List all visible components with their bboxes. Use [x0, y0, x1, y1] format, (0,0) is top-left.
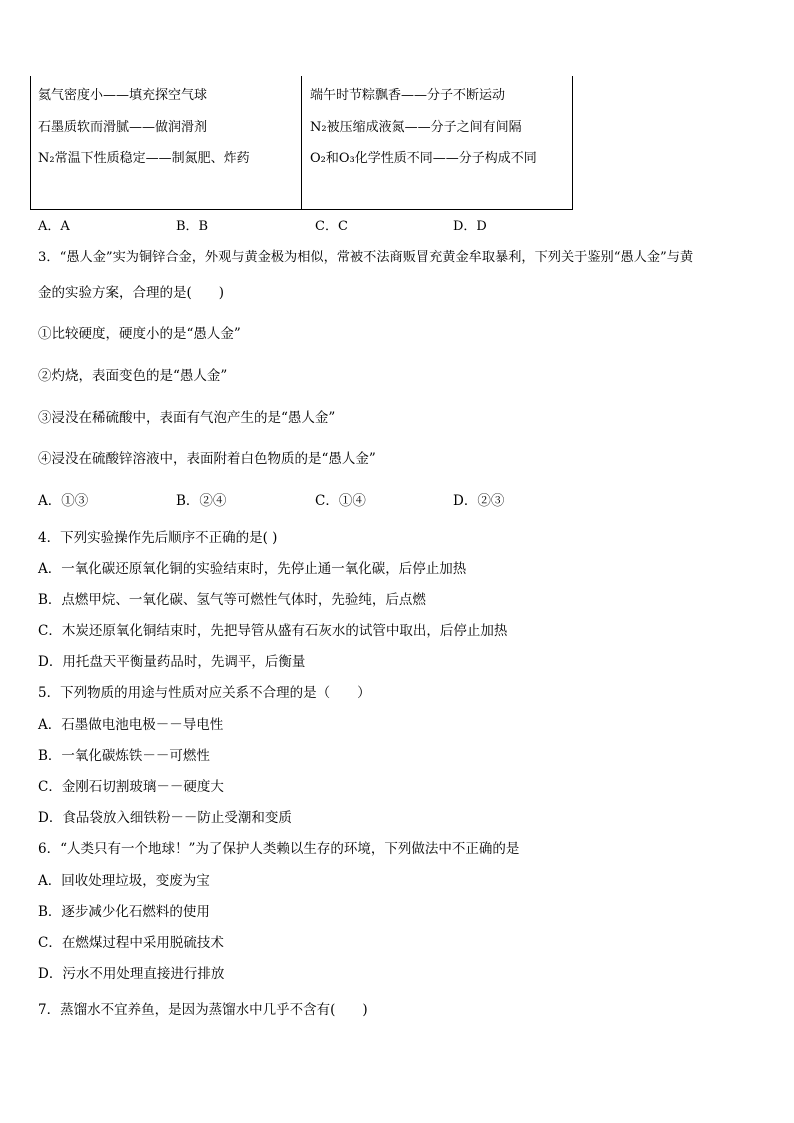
q5-option-c: C．金刚石切割玻璃－－硬度大 [38, 779, 224, 795]
q6-option-d: D．污水不用处理直接进行排放 [38, 966, 225, 982]
table-bottom-border [30, 209, 573, 210]
q3-option-a: A．①③ [38, 493, 89, 509]
q3-stem-line2: 金的实验方案，合理的是( ) [38, 285, 225, 301]
table-left-cell-2: 石墨质软而滑腻——做润滑剂 [38, 120, 208, 135]
q5-stem: 5．下列物质的用途与性质对应关系不合理的是（ ） [38, 685, 371, 701]
statement-table [30, 76, 573, 210]
table-left-cell-3: N₂常温下性质稳定——制氮肥、炸药 [38, 151, 250, 166]
q6-option-a: A．回收处理垃圾，变废为宝 [38, 873, 210, 889]
table-right-cell-2: N₂被压缩成液氮——分子之间有间隔 [310, 120, 522, 135]
q6-option-b: B．逐步减少化石燃料的使用 [38, 904, 210, 920]
table-left-cell-1: 氦气密度小——填充探空气球 [38, 88, 208, 103]
q3-option-b: B．②④ [176, 493, 227, 509]
table-right-border [572, 76, 573, 210]
q4-option-b: B．点燃甲烷、一氧化碳、氢气等可燃性气体时，先验纯，后点燃 [38, 592, 426, 608]
q4-option-c: C．木炭还原氧化铜结束时，先把导管从盛有石灰水的试管中取出，后停止加热 [38, 623, 508, 639]
q2-option-a: A．A [38, 219, 70, 234]
table-right-cell-1: 端午时节粽飘香——分子不断运动 [310, 88, 506, 103]
q7-stem: 7．蒸馏水不宜养鱼，是因为蒸馏水中几乎不含有( ) [38, 1002, 368, 1018]
q3-item-1: ①比较硬度，硬度小的是“愚人金” [38, 326, 241, 342]
q3-item-4: ④浸没在硫酸锌溶液中，表面附着白色物质的是“愚人金” [38, 451, 376, 467]
q6-stem: 6．“人类只有一个地球！”为了保护人类赖以生存的环境，下列做法中不正确的是 [38, 841, 520, 857]
q2-option-b: B．B [176, 219, 209, 234]
q2-option-d: D．D [453, 219, 487, 234]
table-right-cell-3: O₂和O₃化学性质不同——分子构成不同 [310, 151, 537, 166]
q5-option-a: A．石墨做电池电极－－导电性 [38, 717, 224, 733]
q3-item-3: ③浸没在稀硫酸中，表面有气泡产生的是“愚人金” [38, 410, 336, 426]
q4-option-d: D．用托盘天平衡量药品时，先调平，后衡量 [38, 654, 306, 670]
table-left-border [30, 76, 31, 210]
q2-option-c: C．C [315, 219, 348, 234]
q4-stem: 4．下列实验操作先后顺序不正确的是( ) [38, 530, 278, 546]
q3-item-2: ②灼烧，表面变色的是“愚人金” [38, 368, 228, 384]
q5-option-d: D．食品袋放入细铁粉－－防止受潮和变质 [38, 810, 292, 826]
q5-option-b: B．一氧化碳炼铁－－可燃性 [38, 748, 210, 764]
q3-stem-line1: 3．“愚人金”实为铜锌合金，外观与黄金极为相似，常被不法商贩冒充黄金牟取暴利，下列关于鉴别“愚人金”与黄 [38, 250, 694, 265]
q3-option-d: D．②③ [453, 493, 505, 509]
q4-option-a: A．一氧化碳还原氧化铜的实验结束时，先停止通一氧化碳，后停止加热 [38, 561, 467, 577]
q3-option-c: C．①④ [315, 493, 366, 509]
q6-option-c: C．在燃煤过程中采用脱硫技术 [38, 935, 224, 951]
table-middle-border [301, 76, 302, 210]
